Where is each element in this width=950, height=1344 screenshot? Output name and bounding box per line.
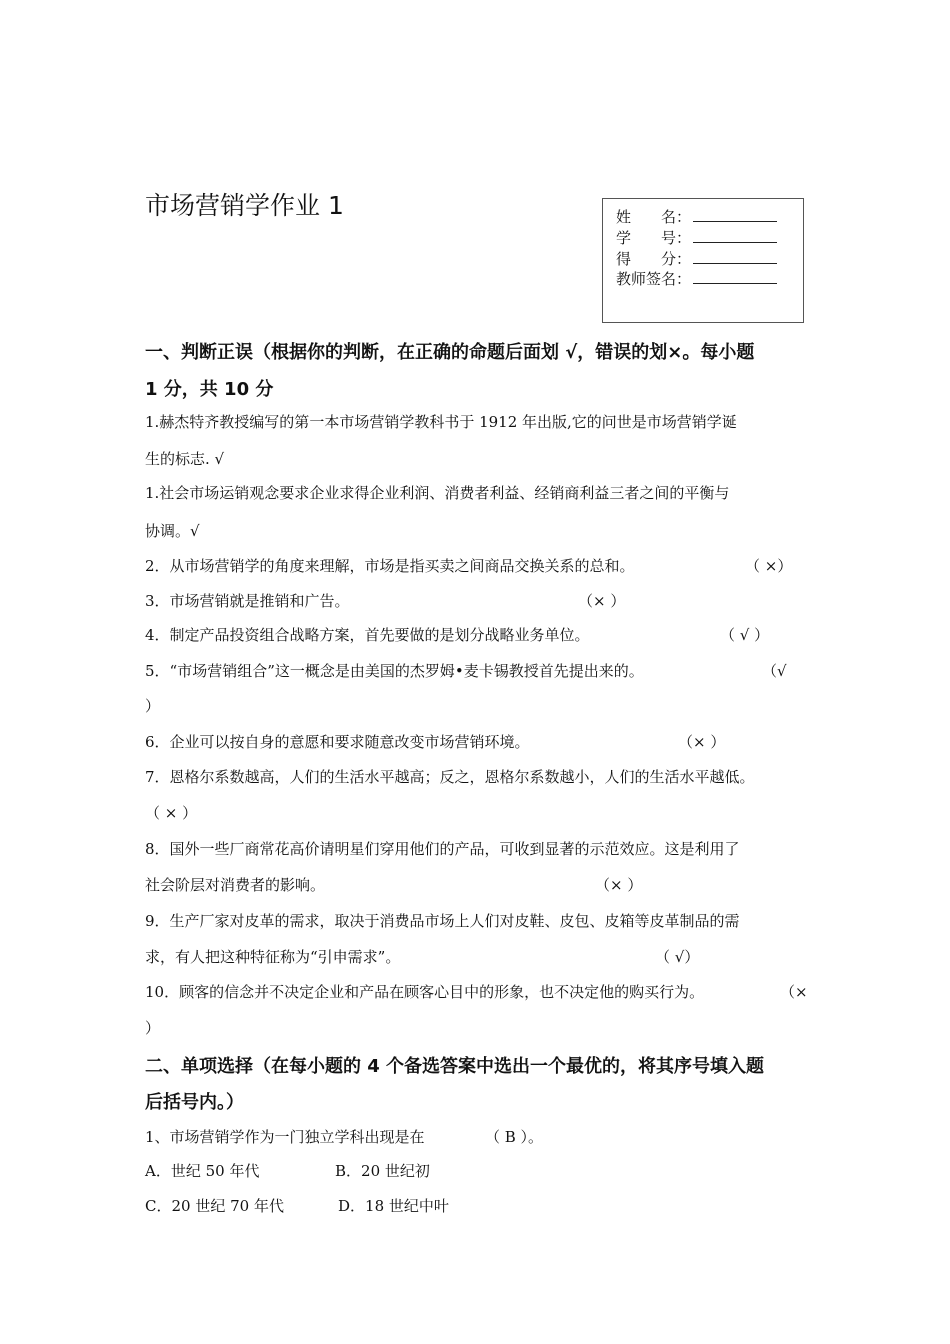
question-7-line2: （ × ） bbox=[145, 804, 198, 822]
question-9-line1: 9．生产厂家对皮革的需求，取决于消费品市场上人们对皮鞋、皮包、皮箱等皮革制品的需 bbox=[145, 912, 740, 930]
question-9-answer: （ √） bbox=[655, 948, 700, 966]
question-7: 7．恩格尔系数越高，人们的生活水平越高；反之，恩格尔系数越小，人们的生活水平越低。 bbox=[145, 768, 755, 786]
question-10: 10．顾客的信念并不决定企业和产品在顾客心目中的形象，也不决定他的购买行为。 bbox=[145, 983, 705, 1001]
section1-heading-line1: 一、判断正误（根据你的判断，在正确的命题后面划 √，错误的划×。每小题 bbox=[145, 342, 755, 363]
option-a: A．世纪 50 年代 bbox=[145, 1162, 260, 1180]
question-10-line2: ） bbox=[145, 1019, 161, 1037]
teacher-sign-row bbox=[616, 269, 777, 289]
name-blank[interactable] bbox=[693, 207, 777, 222]
student-id-row bbox=[616, 228, 777, 248]
question-8-answer: （× ） bbox=[595, 876, 643, 894]
question-1b-line2: 协调。√ bbox=[145, 522, 200, 540]
question-9-line2: 求，有人把这种特征称为“引申需求”。 bbox=[145, 948, 401, 966]
question-5-line2: ） bbox=[145, 697, 161, 715]
question-2: 2．从市场营销学的角度来理解，市场是指买卖之间商品交换关系的总和。 bbox=[145, 557, 635, 575]
section2-heading-line1: 二、单项选择（在每小题的 4 个备选答案中选出一个最优的，将其序号填入题 bbox=[145, 1056, 765, 1077]
teacher-sign-blank[interactable] bbox=[693, 269, 777, 284]
question-1a-line2: 生的标志. √ bbox=[145, 450, 225, 468]
choice-question-1-answer: （ B ）。 bbox=[485, 1128, 544, 1146]
question-2-answer: （ ×） bbox=[745, 557, 793, 575]
option-c: C．20 世纪 70 年代 bbox=[145, 1197, 284, 1215]
student-info-box bbox=[602, 198, 804, 323]
question-3: 3．市场营销就是推销和广告。 bbox=[145, 592, 350, 610]
question-1b-line1: 1.社会市场运销观念要求企业求得企业利润、消费者利益、经销商利益三者之间的平衡与 bbox=[145, 484, 730, 502]
student-id-label: 学 号： bbox=[616, 229, 692, 247]
question-5-answer: （√ bbox=[762, 662, 787, 680]
question-4-answer: （ √ ） bbox=[720, 626, 770, 644]
question-6: 6．企业可以按自身的意愿和要求随意改变市场营销环境。 bbox=[145, 733, 530, 751]
name-row bbox=[616, 207, 777, 227]
option-b: B．20 世纪初 bbox=[335, 1162, 430, 1180]
question-6-answer: （× ） bbox=[678, 733, 726, 751]
score-label: 得 分： bbox=[616, 250, 692, 268]
question-1a-line1: 1.赫杰特齐教授编写的第一本市场营销学教科书于 1912 年出版,它的问世是市场营销学诞 bbox=[145, 413, 737, 431]
name-label: 姓 名： bbox=[616, 208, 692, 226]
question-5: 5．“市场营销组合”这一概念是由美国的杰罗姆•麦卡锡教授首先提出来的。 bbox=[145, 662, 644, 680]
question-3-answer: （× ） bbox=[578, 592, 626, 610]
question-10-answer: （× bbox=[780, 983, 808, 1001]
option-d: D．18 世纪中叶 bbox=[338, 1197, 449, 1215]
teacher-sign-label: 教师签名： bbox=[616, 270, 692, 288]
student-id-blank[interactable] bbox=[693, 228, 777, 243]
score-row bbox=[616, 249, 777, 269]
choice-question-1: 1、市场营销学作为一门独立学科出现是在 bbox=[145, 1128, 425, 1146]
question-4: 4．制定产品投资组合战略方案，首先要做的是划分战略业务单位。 bbox=[145, 626, 590, 644]
question-8-line2: 社会阶层对消费者的影响。 bbox=[145, 876, 326, 894]
question-8-line1: 8．国外一些厂商常花高价请明星们穿用他们的产品，可收到显著的示范效应。这是利用了 bbox=[145, 840, 740, 858]
score-blank[interactable] bbox=[693, 249, 777, 264]
section1-heading-line2: 1 分，共 10 分 bbox=[145, 379, 274, 400]
section2-heading-line2: 后括号内。） bbox=[145, 1092, 244, 1113]
page-title: 市场营销学作业 1 bbox=[145, 191, 344, 220]
